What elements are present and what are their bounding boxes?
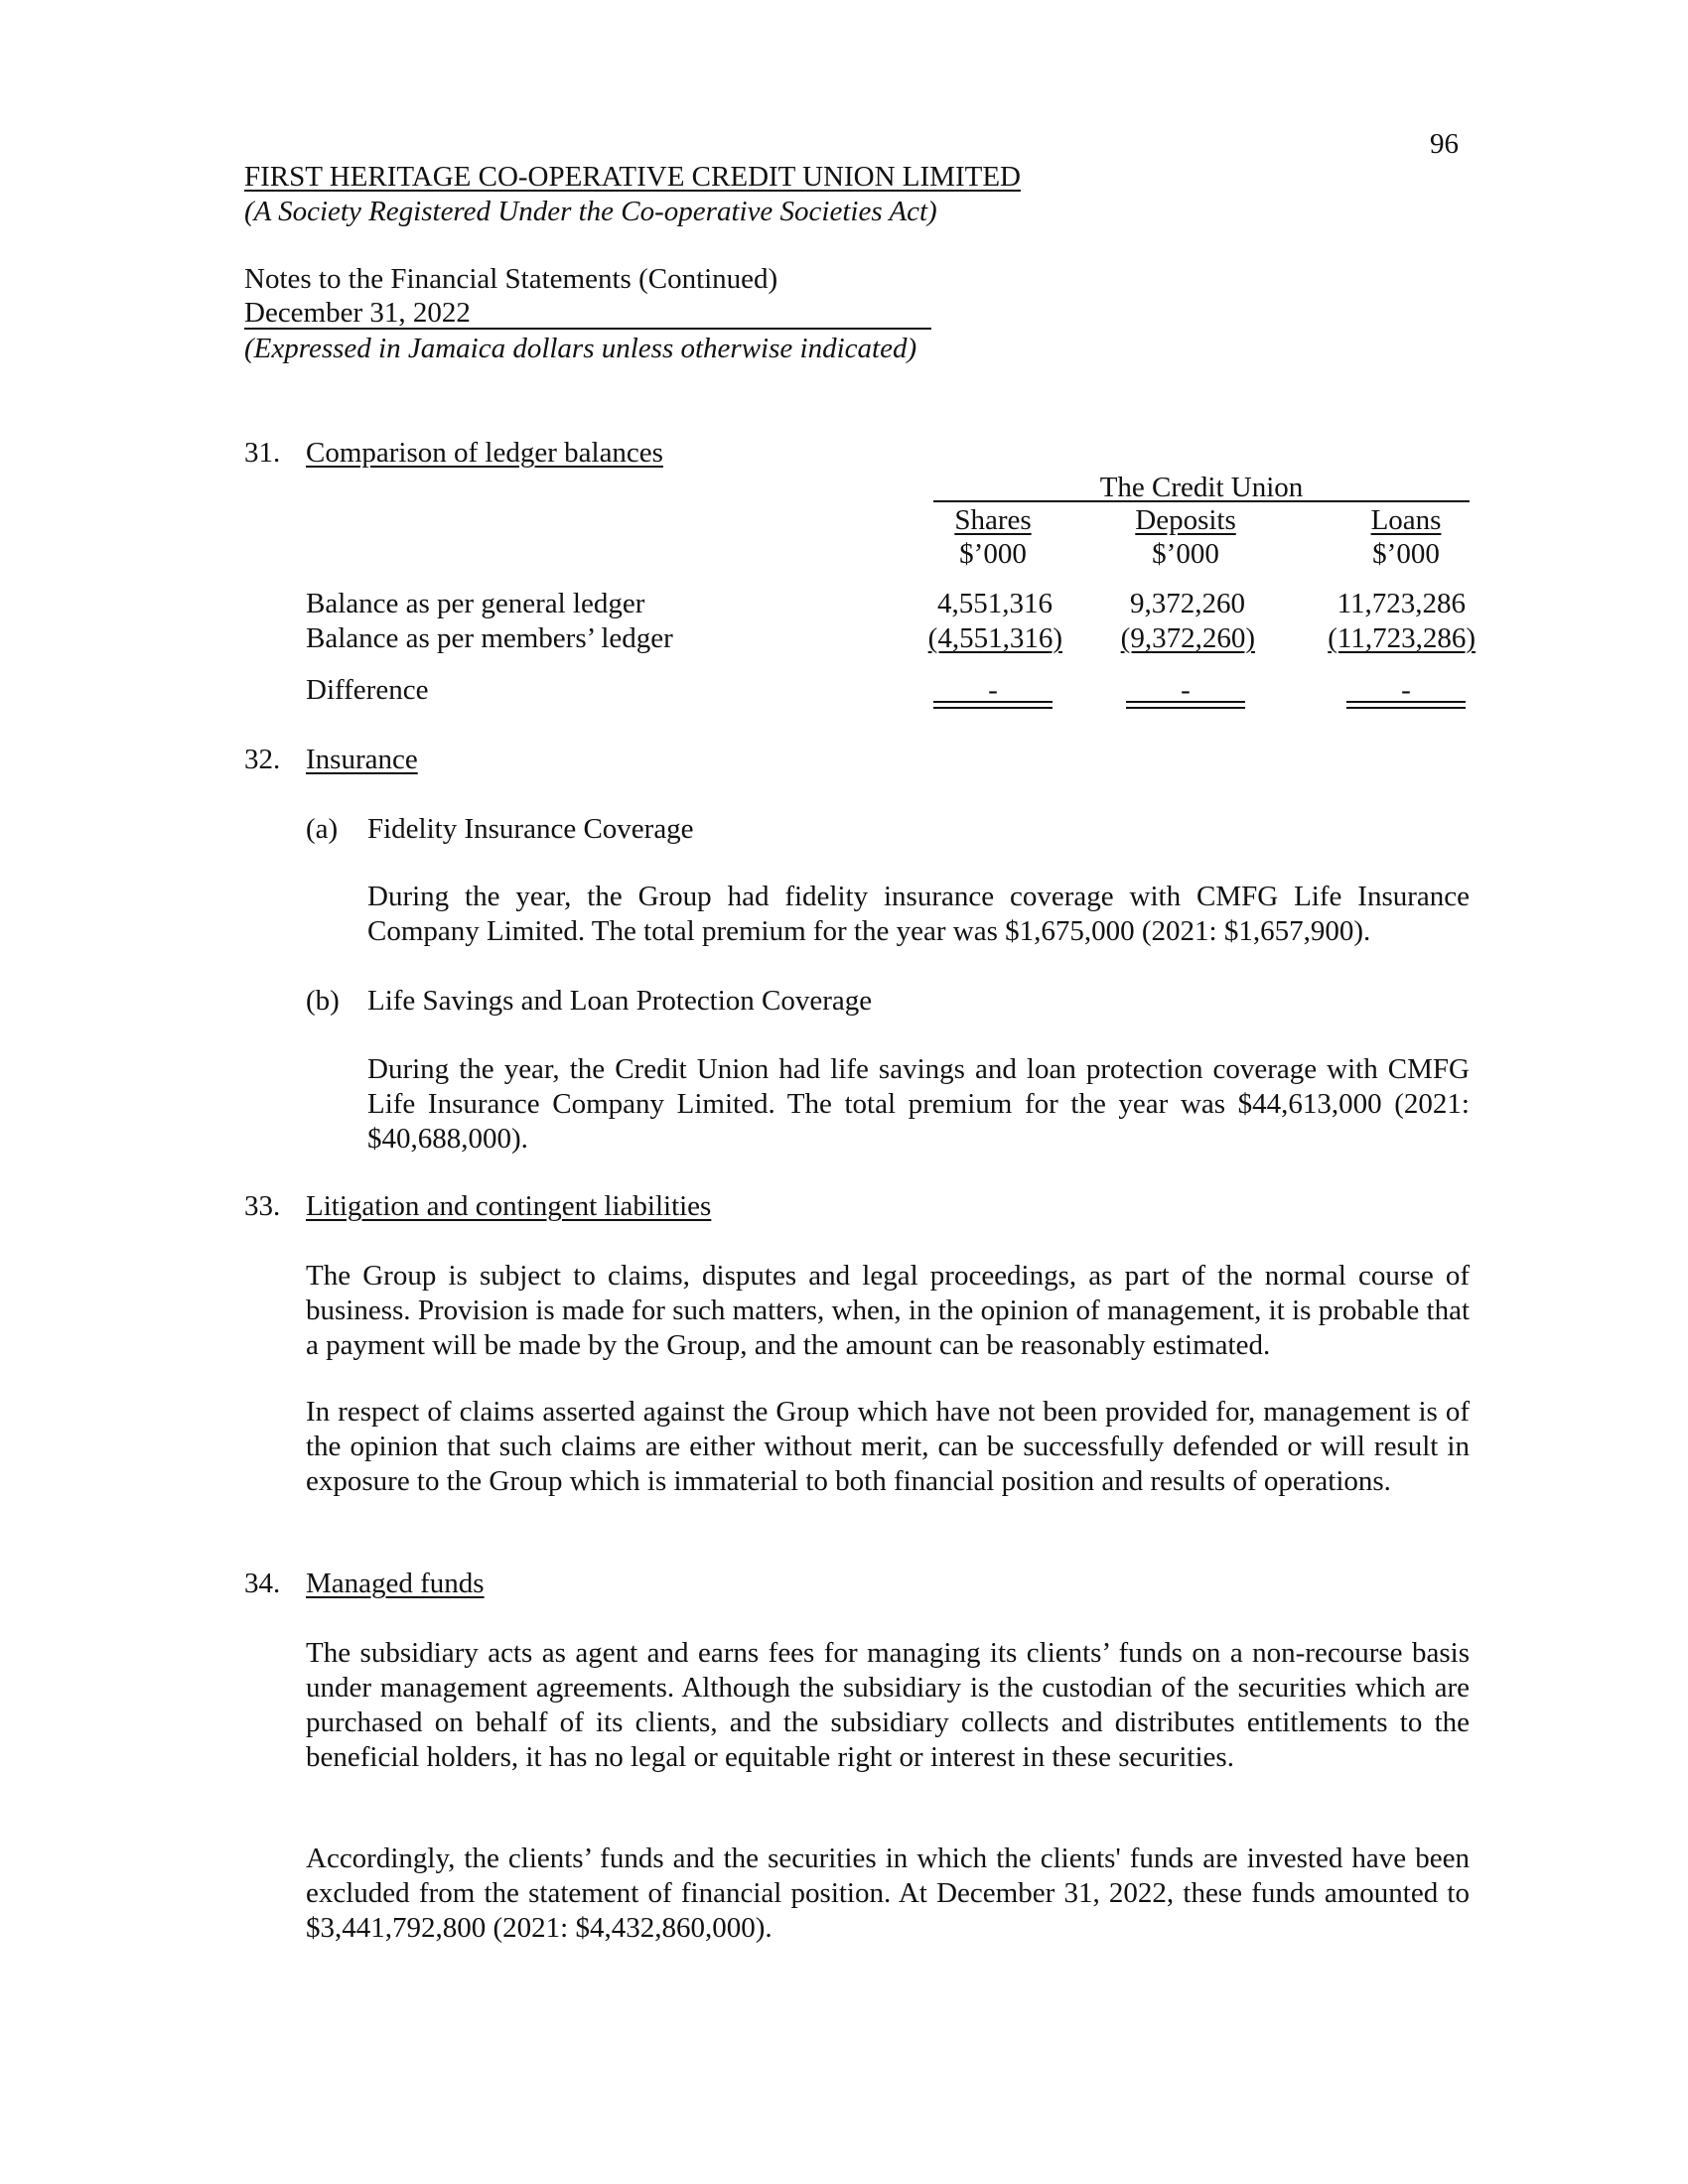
double-underline-shares bbox=[933, 701, 1053, 709]
row-diff-label: Difference bbox=[306, 674, 429, 706]
section-33-paragraph-2: In respect of claims asserted against the Group which have not been provided for, management is of the opinion that such claims are either without merit, can be successfully defended or will result in exposure to the Group which is immaterial to both financial position and results of operations. bbox=[306, 1396, 1470, 1497]
subsection-a-title: Fidelity Insurance Coverage bbox=[367, 813, 694, 845]
section-34-title: Managed funds bbox=[306, 1568, 485, 1599]
statement-date: December 31, 2022 bbox=[244, 297, 471, 329]
row-ml-shares: (4,551,316) bbox=[927, 622, 1062, 654]
row-gl-label: Balance as per general ledger bbox=[306, 588, 645, 619]
subsection-b-title: Life Savings and Loan Protection Coverage bbox=[367, 985, 873, 1017]
page-number: 96 bbox=[1430, 128, 1459, 160]
group-header-rule bbox=[933, 500, 1470, 502]
section-34-paragraph-2: Accordingly, the clients’ funds and the securities in which the clients' funds are invested have been excluded from the statement of financial position. At December 31, 2022, these funds amounted to $3,441,792,800 (2021: $4,432,860,000). bbox=[306, 1843, 1470, 1944]
row-diff-shares: - bbox=[988, 674, 998, 706]
subsection-a-text: During the year, the Group had fidelity insurance coverage with CMFG Life Insurance Company Limited. The total premium for the year was $1,675,000 (2021: $1,657,900). bbox=[367, 881, 1470, 947]
row-diff-loans: - bbox=[1401, 674, 1411, 706]
group-header: The Credit Union bbox=[1099, 472, 1304, 503]
subsection-a-label: (a) bbox=[306, 813, 339, 845]
col-loans-unit: $’000 bbox=[1372, 538, 1440, 570]
date-rule bbox=[244, 328, 931, 330]
col-deposits-header: Deposits bbox=[1135, 504, 1236, 536]
subsection-b-label: (b) bbox=[306, 985, 340, 1017]
row-diff-deposits: - bbox=[1181, 674, 1191, 706]
section-32-number: 32. bbox=[244, 744, 281, 775]
row-ml-loans: (11,723,286) bbox=[1328, 622, 1476, 654]
section-34-number: 34. bbox=[244, 1568, 281, 1599]
currency-note: (Expressed in Jamaica dollars unless otherwise indicated) bbox=[244, 333, 917, 364]
col-deposits-unit: $’000 bbox=[1152, 538, 1219, 570]
section-32-title: Insurance bbox=[306, 744, 418, 775]
company-name: FIRST HERITAGE CO-OPERATIVE CREDIT UNION LIMITED bbox=[244, 161, 1021, 193]
double-underline-deposits bbox=[1126, 701, 1245, 709]
notes-title: Notes to the Financial Statements (Continued) bbox=[244, 263, 778, 295]
col-loans-header: Loans bbox=[1370, 504, 1442, 536]
double-underline-loans bbox=[1346, 701, 1466, 709]
row-ml-deposits: (9,372,260) bbox=[1120, 622, 1255, 654]
company-subtitle: (A Society Registered Under the Co-operative Societies Act) bbox=[244, 196, 937, 227]
section-33-number: 33. bbox=[244, 1190, 281, 1222]
section-31-number: 31. bbox=[244, 437, 281, 469]
row-gl-loans: 11,723,286 bbox=[1336, 588, 1466, 619]
row-gl-shares: 4,551,316 bbox=[937, 588, 1053, 619]
col-shares-unit: $’000 bbox=[959, 538, 1027, 570]
col-shares-header: Shares bbox=[954, 504, 1032, 536]
row-gl-deposits: 9,372,260 bbox=[1130, 588, 1245, 619]
subsection-b-text: During the year, the Credit Union had life savings and loan protection coverage with CMFG Life Insurance Company Limited. The total premium for the year was $44,613,000 (2021: $40,688,000). bbox=[367, 1053, 1470, 1155]
section-33-title: Litigation and contingent liabilities bbox=[306, 1190, 712, 1222]
row-ml-label: Balance as per members’ ledger bbox=[306, 622, 673, 654]
section-34-paragraph-1: The subsidiary acts as agent and earns fees for managing its clients’ funds on a non-recourse basis under management agreements. Although the subsidiary is the custodian of the securities which are purchased on behalf of its clients, and the subsidiary collects and distributes entitlements to the beneficial holders, it has no legal or equitable right or interest in these securities. bbox=[306, 1637, 1470, 1773]
section-33-paragraph-1: The Group is subject to claims, disputes and legal proceedings, as part of the normal course of business. Provision is made for such matters, when, in the opinion of management, it is probable that a payment will be made by the Group, and the amount can be reasonably estimated. bbox=[306, 1260, 1470, 1361]
section-31-title: Comparison of ledger balances bbox=[306, 437, 663, 469]
